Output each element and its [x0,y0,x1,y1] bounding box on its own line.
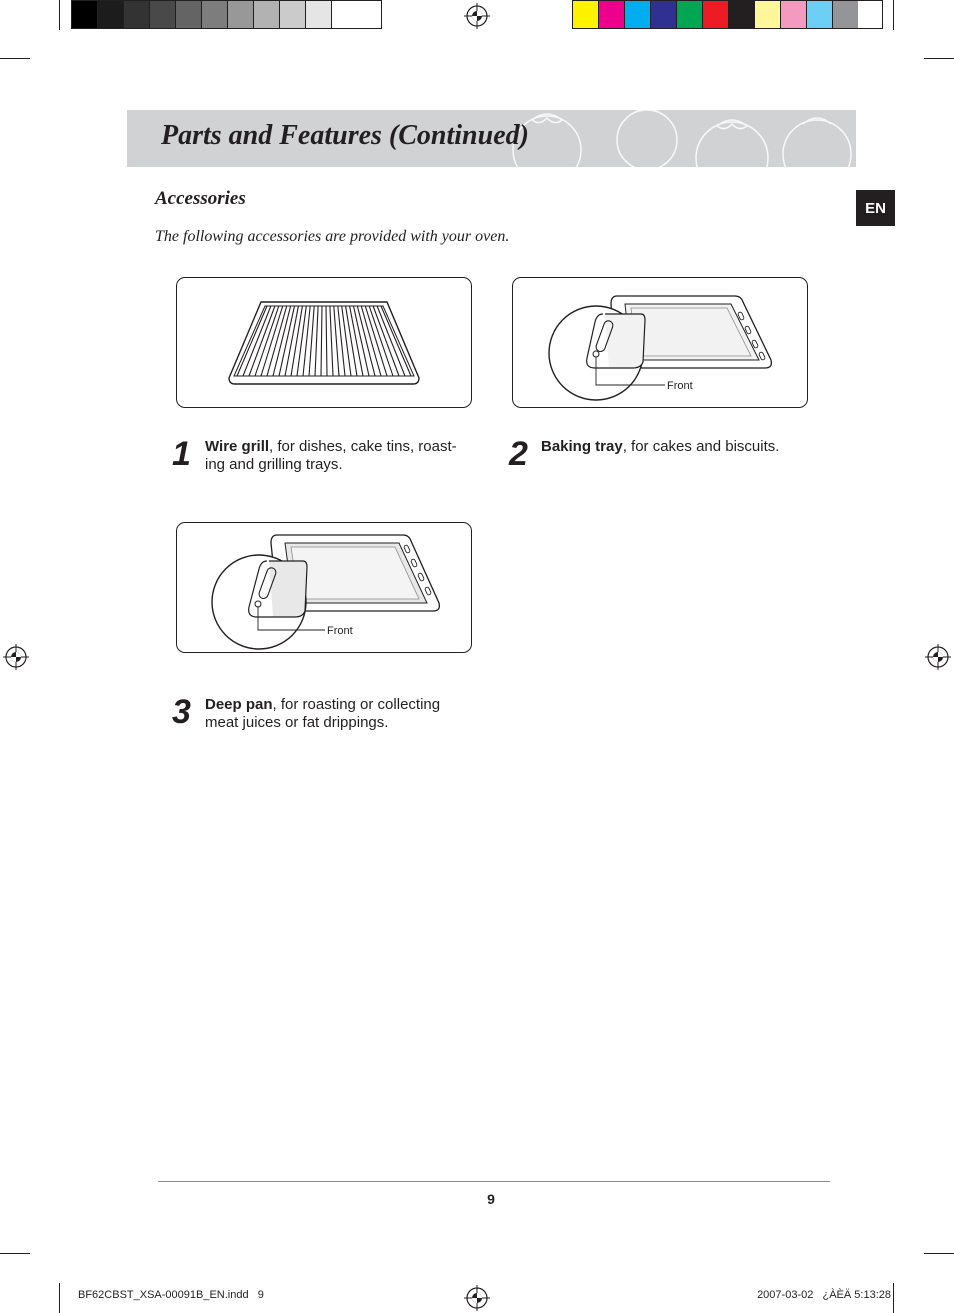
color-swatch [202,1,228,28]
color-swatch [807,1,833,28]
crop-mark [59,0,60,30]
color-swatch [599,1,625,28]
registration-mark-icon [464,3,490,29]
color-swatch [176,1,202,28]
crop-mark [893,1283,894,1313]
color-swatch [755,1,781,28]
crop-mark [0,1253,30,1254]
color-swatch [573,1,599,28]
language-tab: EN [856,190,895,226]
color-swatch [150,1,176,28]
registration-mark-icon [3,644,29,670]
registration-mark-icon [925,644,951,670]
color-swatch [703,1,729,28]
color-swatch [332,1,357,28]
front-label: Front [327,625,353,637]
accessory-name: Baking tray [541,438,623,455]
color-swatch [625,1,651,28]
color-swatch [677,1,703,28]
gray-color-bar [71,0,382,29]
file-slug: BF62CBST_XSA-00091B_EN.indd 9 [78,1289,264,1301]
accessory-description [205,438,485,474]
accessory-name: Wire grill [205,438,270,455]
registration-mark-icon [464,1285,490,1311]
crop-mark [924,58,954,59]
page-title: Parts and Features (Continued) [161,120,529,151]
baking-tray-figure [512,277,808,408]
page-number: 9 [487,1191,495,1207]
wire-grill-figure [176,277,472,408]
accessory-desc-line1: , for dishes, cake tins, roast- [269,438,457,455]
wire-grill-icon [177,278,473,409]
color-swatch [729,1,755,28]
accessory-description [205,696,485,732]
accessory-desc-line2: ing and grilling trays. [205,456,343,473]
color-swatch [72,1,98,28]
section-intro: The following accessories are provided with your oven. [155,228,510,245]
color-swatch [228,1,254,28]
section-heading: Accessories [155,188,246,209]
accessory-name: Deep pan [205,696,273,713]
deep-pan-figure [176,522,472,653]
process-color-bar [572,0,883,29]
deep-pan-icon [177,523,473,654]
footer-divider [158,1181,830,1182]
baking-tray-icon [513,278,809,409]
color-swatch [124,1,150,28]
color-swatch [833,1,858,28]
accessory-number: 3 [172,693,191,731]
date-slug: 2007-03-02 ¿ÀÈÄ 5:13:28 [757,1289,891,1301]
crop-mark [893,0,894,30]
color-swatch [280,1,306,28]
color-swatch [98,1,124,28]
color-swatch [254,1,280,28]
front-label: Front [667,380,693,392]
crop-mark [924,1253,954,1254]
accessory-desc-line1: , for roasting or collecting [272,696,441,713]
accessory-desc-line2: meat juices or fat drippings. [205,714,389,731]
accessory-desc-line1: , for cakes and biscuits. [622,438,780,455]
tomato-watermark-icon [507,110,856,167]
crop-mark [0,58,30,59]
header-banner [127,110,856,167]
color-swatch [306,1,332,28]
color-swatch [781,1,807,28]
crop-mark [59,1283,60,1313]
accessory-number: 1 [172,435,191,473]
accessory-description [541,438,831,456]
accessory-number: 2 [509,435,528,473]
color-swatch [651,1,677,28]
